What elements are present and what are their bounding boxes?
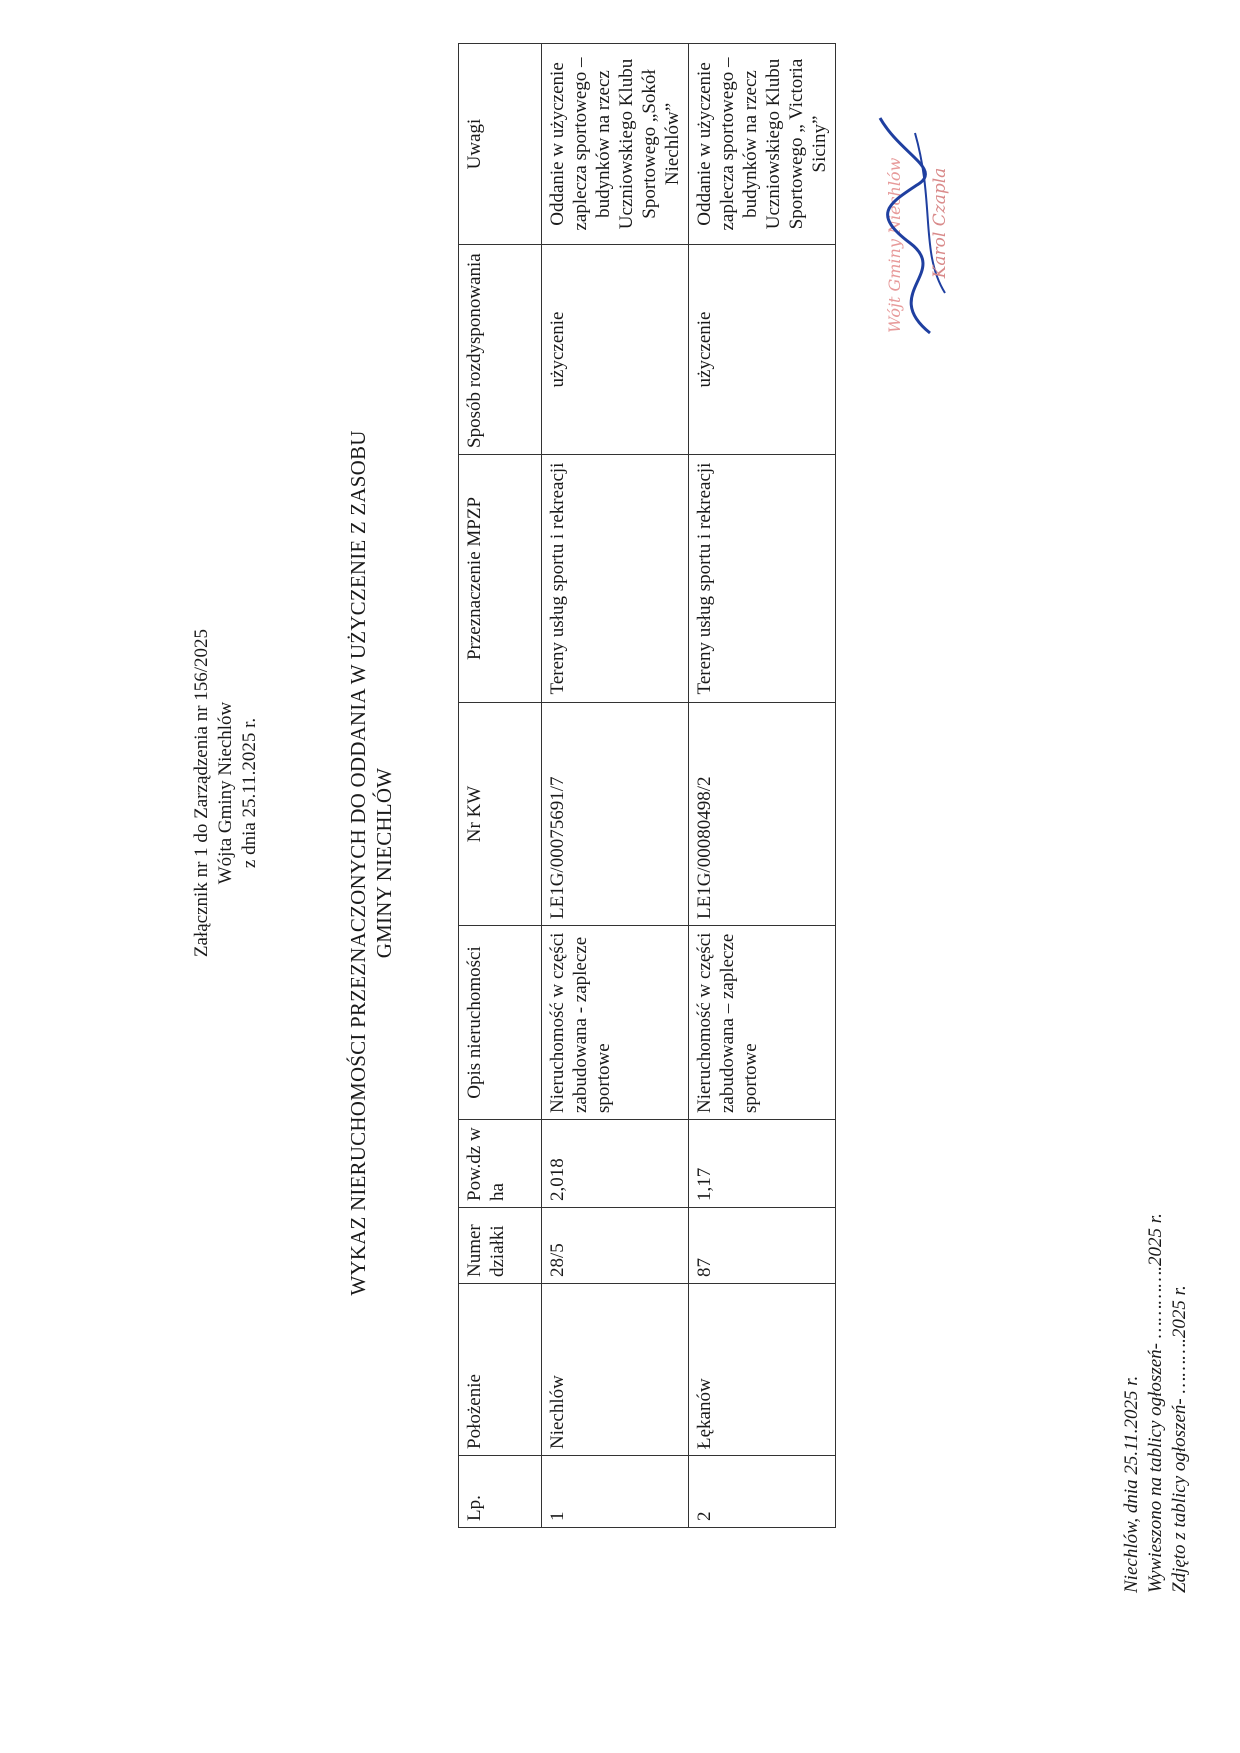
cell-lp: 2 [689, 1456, 836, 1528]
cell-uwagi: Oddanie w użyczenie zaplecza sportowego – budynków na rzecz Uczniowskiego Klubu Sportowego „ Victoria Siciny” [689, 44, 836, 245]
col-header-polozenie: Położenie [459, 1284, 542, 1456]
col-header-numer: Numer działki [459, 1208, 542, 1284]
cell-kw: LE1G/00075691/7 [542, 703, 689, 926]
cell-pow: 2,018 [542, 1120, 689, 1208]
col-header-sposob: Sposób rozdysponowania [459, 245, 542, 455]
col-header-uwagi: Uwagi [459, 44, 542, 245]
footer-posted: Wywieszono na tablicy ogłoszeń- ………….2025 r. [1145, 1213, 1166, 1593]
col-header-opis: Opis nieruchomości [459, 926, 542, 1120]
cell-numer: 28/5 [542, 1208, 689, 1284]
cell-lp: 1 [542, 1456, 689, 1528]
document-title [345, 313, 397, 1413]
cell-mpzp: Tereny usług sportu i rekreacji [542, 455, 689, 703]
stamp-text: Wójt Gminy Niechlów [885, 157, 904, 333]
cell-sposob: użyczenie [689, 245, 836, 455]
header-line-1: Załącznik nr 1 do Zarządzenia nr 156/2025 [191, 628, 212, 958]
title-line-2: GMINY NIECHLÓW [372, 767, 396, 959]
col-header-mpzp: Przeznaczenie MPZP [459, 455, 542, 703]
title-line-1: WYKAZ NIERUCHOMOŚCI PRZEZNACZONYCH DO ODDANIA W UŻYCZENIE Z ZASOBU [346, 430, 370, 1296]
col-header-pow: Pow.dz w ha [459, 1120, 542, 1208]
header-line-3: z dnia 25.11.2025 r. [239, 717, 260, 869]
cell-polozenie: Niechlów [542, 1284, 689, 1456]
signatory-name: Karol Czapla [930, 167, 950, 279]
property-table [458, 43, 836, 1528]
document-footer [1120, 893, 1192, 1593]
cell-uwagi: Oddanie w użyczenie zaplecza sportowego – budynków na rzecz Uczniowskiego Klubu Sportowego „Sokół Niechlów” [542, 44, 689, 245]
table-row [689, 44, 836, 1528]
table-row [542, 44, 689, 1528]
cell-polozenie: Łękanów [689, 1284, 836, 1456]
cell-mpzp: Tereny usług sportu i rekreacji [689, 455, 836, 703]
footer-removed: Zdjęto z tablicy ogłoszeń- ……….2025 r. [1169, 1285, 1190, 1593]
cell-kw: LE1G/00080498/2 [689, 703, 836, 926]
signature-image [860, 93, 970, 353]
cell-sposob: użyczenie [542, 245, 689, 455]
header-line-2: Wójta Gminy Niechlów [215, 701, 236, 885]
cell-pow: 1,17 [689, 1120, 836, 1208]
cell-opis: Nieruchomość w części zabudowana – zaplecze sportowe [689, 926, 836, 1120]
footer-date: Niechlów, dnia 25.11.2025 r. [1121, 1375, 1142, 1593]
cell-numer: 87 [689, 1208, 836, 1284]
col-header-lp: Lp. [459, 1456, 542, 1528]
attachment-header [190, 533, 262, 1053]
cell-opis: Nieruchomość w części zabudowana - zaplecze sportowe [542, 926, 689, 1120]
col-header-kw: Nr KW [459, 703, 542, 926]
table-header-row [459, 44, 542, 1528]
